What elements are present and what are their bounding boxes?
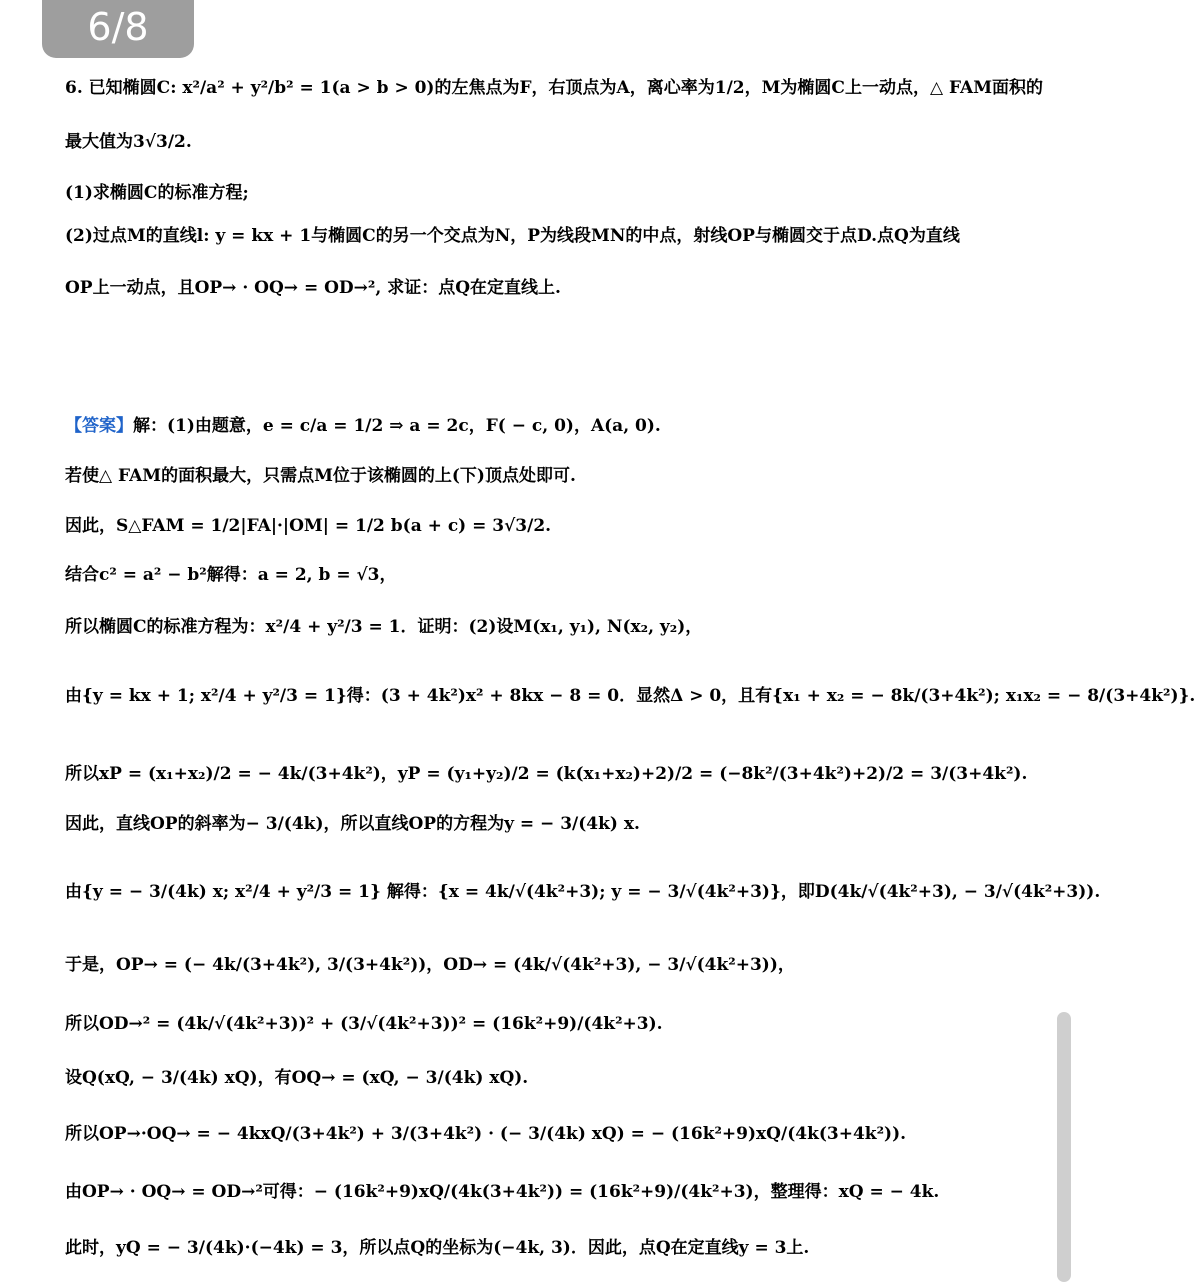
answer-line-1 — [65, 416, 661, 436]
answer-line-7: 所以xP = (x₁+x₂)/2 = − 4k/(3+4k²)，yP = (y₁+y₂)/2 = (k(x₁+x₂)+2)/2 = (−8k²/(3+4k²)+2)/2 = 3/(3+4k²). — [65, 764, 1028, 784]
question-part-2-line-1: (2)过点M的直线l: y = kx + 1与椭圆C的另一个交点为N，P为线段MN的中点，射线OP与椭圆交于点D.点Q为直线 — [65, 226, 960, 246]
question-line-2: 最大值为3√3/2. — [65, 132, 192, 152]
answer-line-4: 结合c² = a² − b²解得：a = 2, b = √3， — [65, 565, 397, 585]
answer-line-8: 因此，直线OP的斜率为− 3/(4k)，所以直线OP的方程为y = − 3/(4k) x. — [65, 814, 640, 834]
answer-line-15: 此时，yQ = − 3/(4k)·(−4k) = 3，所以点Q的坐标为(−4k, 3)．因此，点Q在定直线y = 3上. — [65, 1238, 810, 1258]
answer-line-10: 于是，OP→ = (− 4k/(3+4k²), 3/(3+4k²))，OD→ = (4k/√(4k²+3), − 3/√(4k²+3))， — [65, 955, 795, 975]
answer-line-3: 因此，S△FAM = 1/2|FA|·|OM| = 1/2 b(a + c) = 3√3/2. — [65, 516, 552, 536]
answer-line-11: 所以OD→² = (4k/√(4k²+3))² + (3/√(4k²+3))² = (16k²+9)/(4k²+3). — [65, 1014, 663, 1034]
answer-tag: 【答案】 — [65, 416, 133, 436]
answer-line-13: 所以OP→·OQ→ = − 4kxQ/(3+4k²) + 3/(3+4k²) · (− 3/(4k) xQ) = − (16k²+9)xQ/(4k(3+4k²)). — [65, 1124, 907, 1144]
answer-line-6: 由{y = kx + 1; x²/4 + y²/3 = 1}得：(3 + 4k²)x² + 8kx − 8 = 0．显然Δ > 0，且有{x₁ + x₂ = − 8k/(3+4k²); x₁x₂ = − 8/(3+4k²)}. — [65, 686, 1195, 706]
question-part-2-line-2: OP上一动点，且OP→ · OQ→ = OD→², 求证：点Q在定直线上. — [65, 278, 561, 298]
question-line-1: 6. 已知椭圆C: x²/a² + y²/b² = 1(a > b > 0)的左焦点为F，右顶点为A，离心率为1/2，M为椭圆C上一动点，△ FAM面积的 — [65, 78, 1044, 98]
question-part-1: (1)求椭圆C的标准方程; — [65, 183, 249, 203]
answer-line-12: 设Q(xQ, − 3/(4k) xQ)，有OQ→ = (xQ, − 3/(4k) xQ). — [65, 1068, 529, 1088]
vertical-scrollbar-thumb[interactable] — [1057, 1012, 1071, 1282]
answer-line-2: 若使△ FAM的面积最大，只需点M位于该椭圆的上(下)顶点处即可. — [65, 466, 576, 486]
answer-line-1-text: 解：(1)由题意，e = c/a = 1/2 ⇒ a = 2c，F( − c, 0)，A(a, 0). — [133, 416, 661, 436]
page-indicator-badge: 6/8 — [42, 0, 194, 58]
answer-line-14: 由OP→ · OQ→ = OD→²可得：− (16k²+9)xQ/(4k(3+4k²)) = (16k²+9)/(4k²+3)，整理得：xQ = − 4k. — [65, 1182, 940, 1202]
answer-line-9: 由{y = − 3/(4k) x; x²/4 + y²/3 = 1} 解得：{x = 4k/√(4k²+3); y = − 3/√(4k²+3)}，即D(4k/√(4k²+3), − 3/√(4k²+3)). — [65, 882, 1101, 902]
answer-line-5: 所以椭圆C的标准方程为：x²/4 + y²/3 = 1．证明：(2)设M(x₁, y₁), N(x₂, y₂)， — [65, 617, 703, 637]
